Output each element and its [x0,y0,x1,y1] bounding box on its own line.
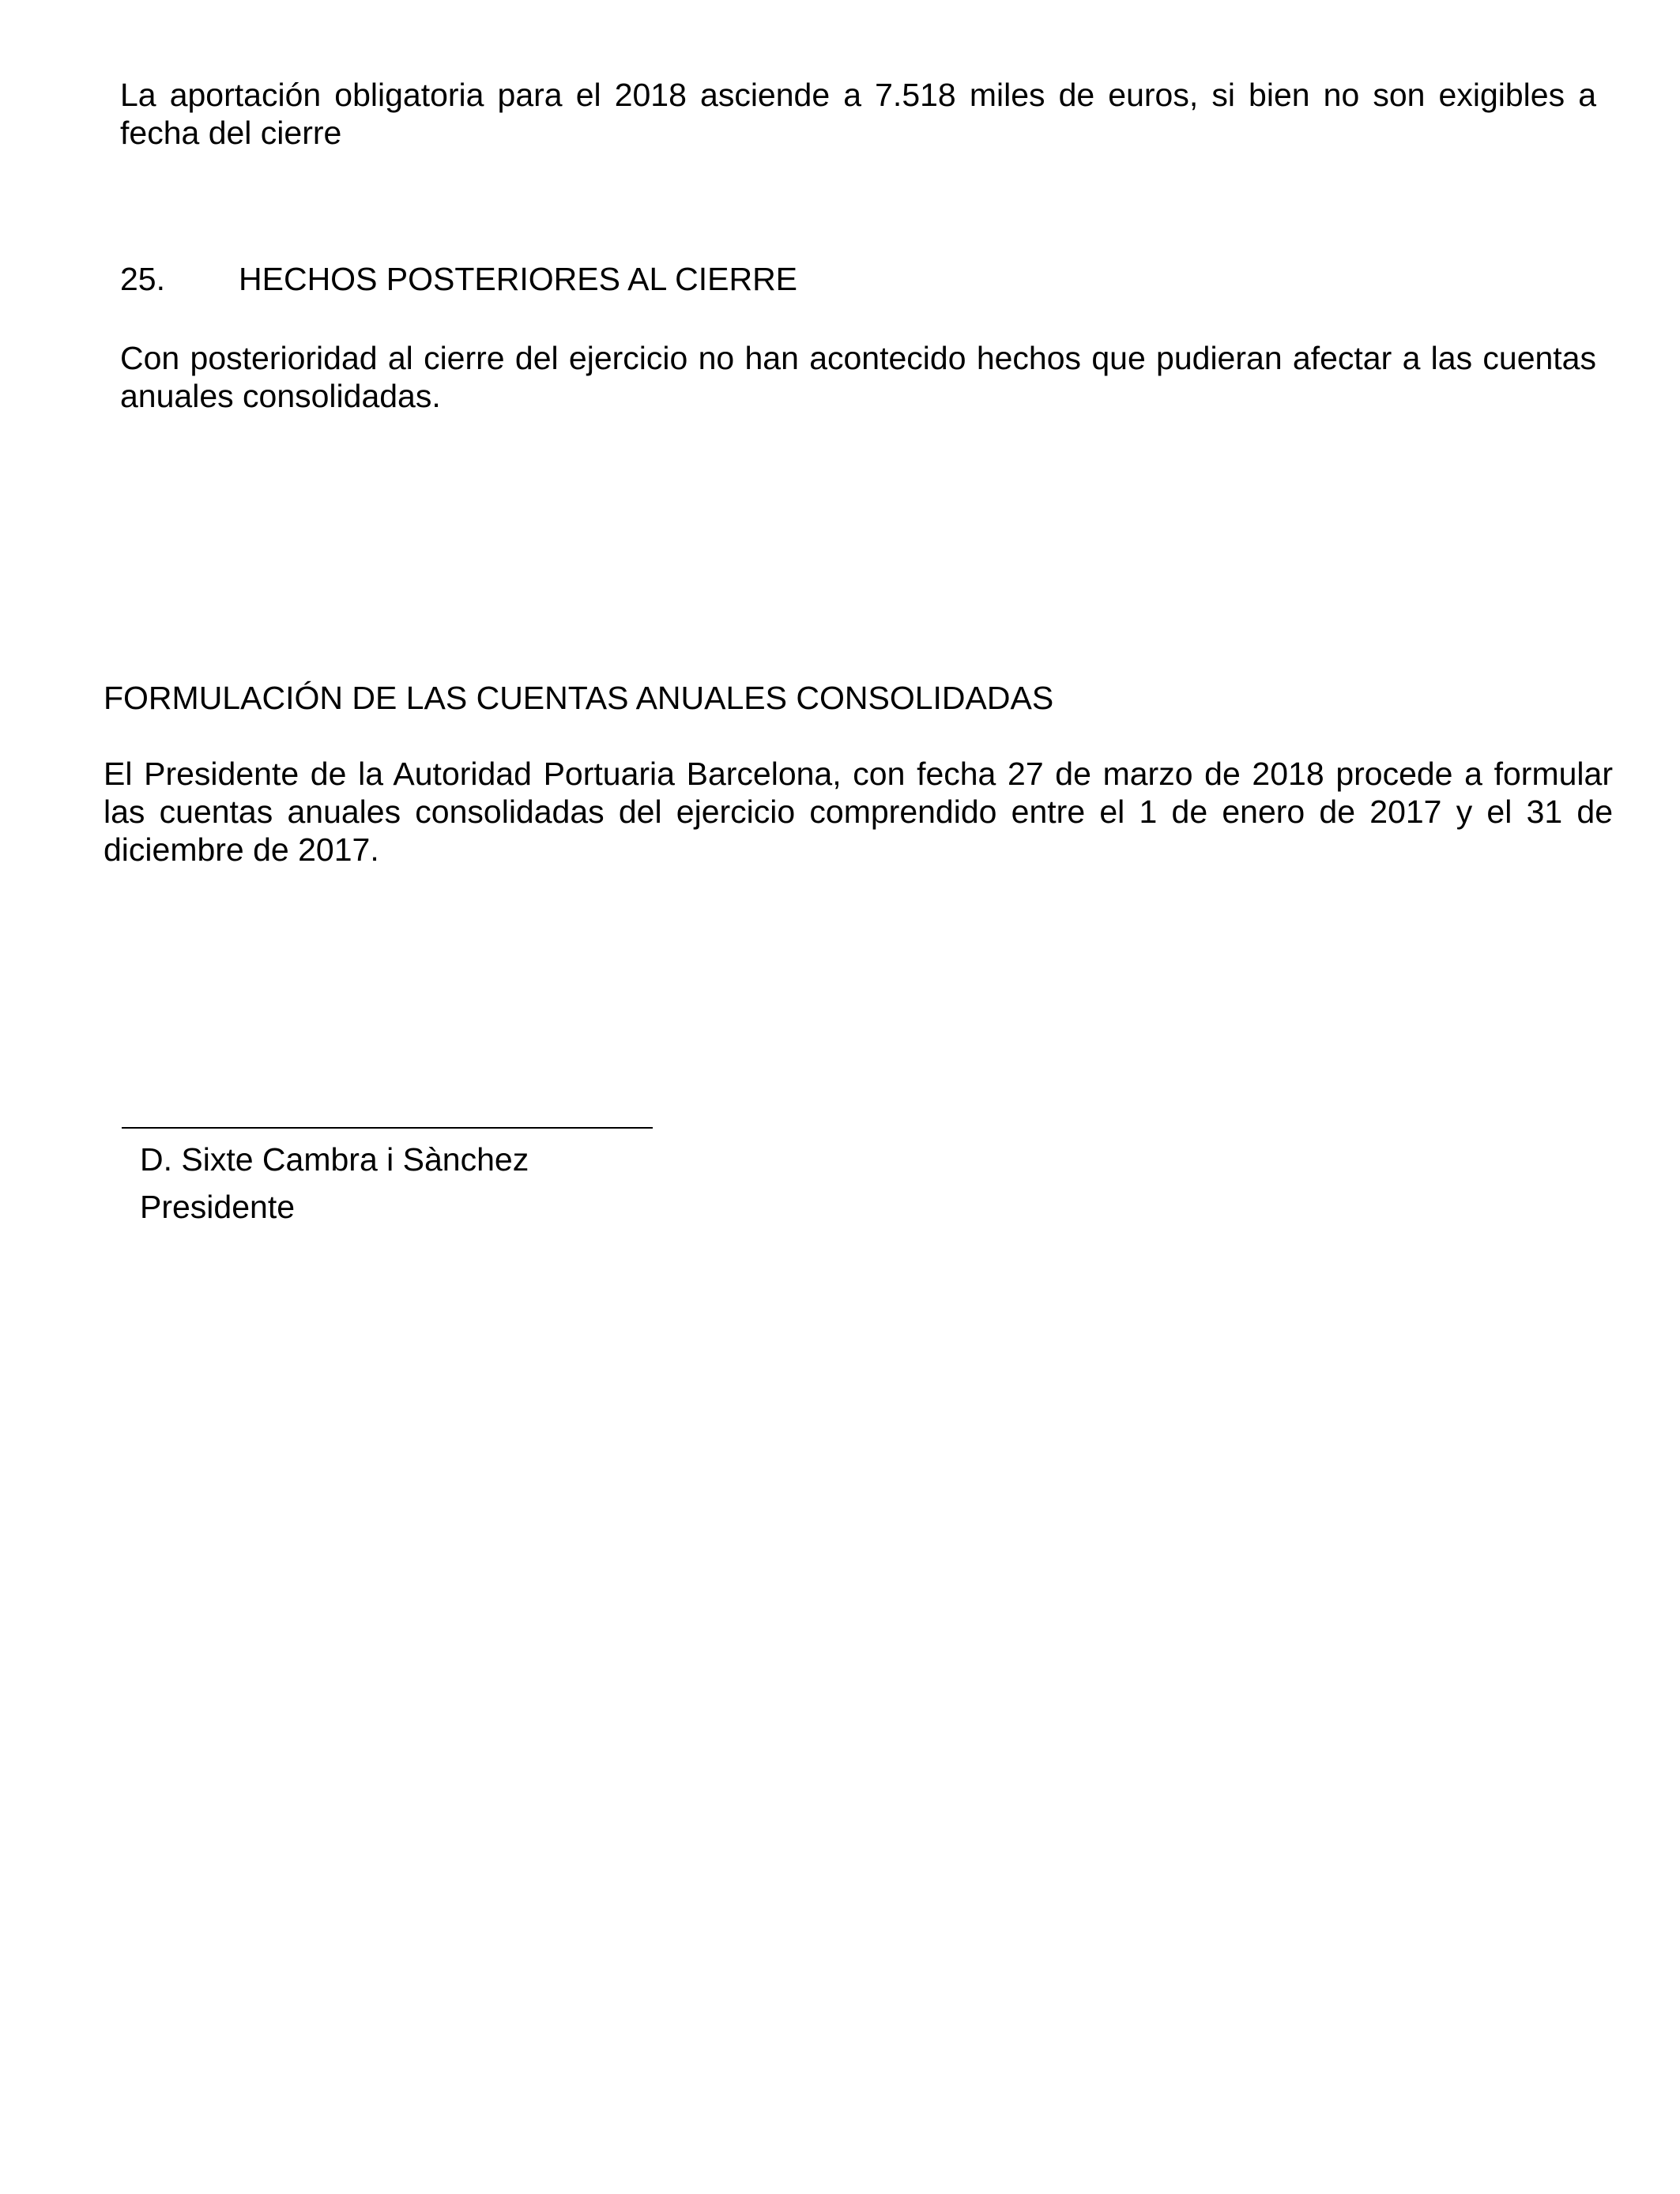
paragraph-formulacion: El Presidente de la Autoridad Portuaria Barcelona, con fecha 27 de marzo de 2018 procede a formular las cuentas anuales consolidadas del ejercicio comprendido entre el 1 de enero de 2017 y el 31 de diciembre de 2017. [104,756,1613,868]
section-title: HECHOS POSTERIORES AL CIERRE [239,261,798,297]
paragraph-hechos-posteriores: Con posterioridad al cierre del ejercicio no han acontecido hechos que pudieran afectar a las cuentas anuales consolidadas. [120,340,1596,414]
heading-formulacion: FORMULACIÓN DE LAS CUENTAS ANUALES CONSOLIDADAS [104,680,1054,716]
signature-line [122,1127,653,1129]
paragraph-aportacion: La aportación obligatoria para el 2018 asciende a 7.518 miles de euros, si bien no son exigibles a fecha del cierre [120,77,1596,151]
signer-role: Presidente [140,1189,296,1225]
section-heading-hechos-posteriores [120,260,1068,298]
signer-name: D. Sixte Cambra i Sànchez [140,1141,529,1178]
section-number: 25. [120,261,165,297]
